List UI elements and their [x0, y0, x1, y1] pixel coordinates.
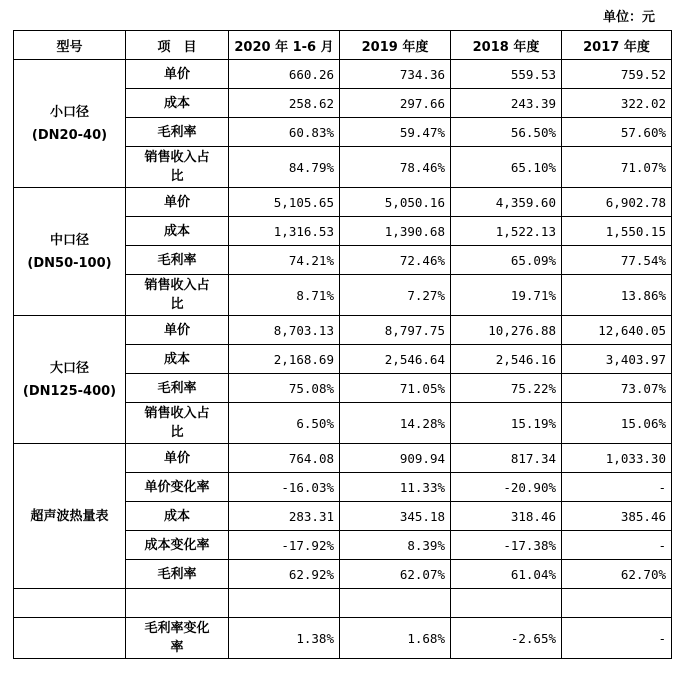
header-2018: 2018 年度 [451, 31, 562, 60]
group-ultrasonic-label: 超声波热量表 [14, 444, 126, 589]
cell-2017: 13.86% [562, 275, 672, 316]
row-item [126, 147, 229, 188]
cell-2017: 322.02 [562, 89, 672, 118]
cell-2018: 10,276.88 [451, 316, 562, 345]
cell-2018: 61.04% [451, 560, 562, 589]
cell-2017: 77.54% [562, 246, 672, 275]
row-item: 单价 [126, 60, 229, 89]
cell-2019: 297.66 [340, 89, 451, 118]
cell-2019: 734.36 [340, 60, 451, 89]
cell-2020h1: 258.62 [229, 89, 340, 118]
cell-2019: 5,050.16 [340, 188, 451, 217]
cell-2019: 78.46% [340, 147, 451, 188]
cell-2017: - [562, 618, 672, 659]
header-model: 型号 [14, 31, 126, 60]
cell-2020h1: 5,105.65 [229, 188, 340, 217]
cell-2020h1: 2,168.69 [229, 345, 340, 374]
row-item-line2: 比 [170, 297, 184, 312]
cell-2020h1: 8,703.13 [229, 316, 340, 345]
cell-2020h1: 84.79% [229, 147, 340, 188]
group-name: 中口径 [49, 232, 89, 248]
row-item-line1: 毛利率变化 [144, 621, 210, 636]
row-item [126, 403, 229, 444]
unit-label: 单位：元 [602, 10, 655, 25]
row-item-line1: 销售收入占 [144, 150, 210, 165]
cell-2018: 19.71% [451, 275, 562, 316]
cell-2019: 1,390.68 [340, 217, 451, 246]
cell-2019: 909.94 [340, 444, 451, 473]
cell-2019: 59.47% [340, 118, 451, 147]
header-item: 项 目 [126, 31, 229, 60]
gross-margin-table [13, 30, 672, 659]
cell-2017: 62.70% [562, 560, 672, 589]
row-item: 毛利率 [126, 374, 229, 403]
cell-2020h1: 1.38% [229, 618, 340, 659]
cell-2018: 65.10% [451, 147, 562, 188]
cell-2019: 2,546.64 [340, 345, 451, 374]
group-medium-label [14, 188, 126, 316]
row-item: 成本 [126, 502, 229, 531]
table-row [14, 316, 672, 345]
row-item-line2: 比 [170, 169, 184, 184]
table-row [14, 188, 672, 217]
cell-2019: 1.68% [340, 618, 451, 659]
cell-2019: 11.33% [340, 473, 451, 502]
cell-2020h1: 283.31 [229, 502, 340, 531]
cell-2020h1: 75.08% [229, 374, 340, 403]
cell-2020h1: 74.21% [229, 246, 340, 275]
cell-2018: 2,546.16 [451, 345, 562, 374]
cell-2019: 345.18 [340, 502, 451, 531]
cell-2020h1: 660.26 [229, 60, 340, 89]
cell-2017: 71.07% [562, 147, 672, 188]
cell-2019: 72.46% [340, 246, 451, 275]
cell-2018: 318.46 [451, 502, 562, 531]
cell-2020h1: 764.08 [229, 444, 340, 473]
row-item: 毛利率 [126, 246, 229, 275]
group-name: 大口径 [49, 360, 89, 376]
cell-2019: 8.39% [340, 531, 451, 560]
cell-2018: 243.39 [451, 89, 562, 118]
row-item: 单价 [126, 316, 229, 345]
cell-2018: 817.34 [451, 444, 562, 473]
cell-2017: - [562, 473, 672, 502]
header-2017: 2017 年度 [562, 31, 672, 60]
row-item: 成本 [126, 89, 229, 118]
row-item: 成本 [126, 217, 229, 246]
table-header-row [14, 31, 672, 60]
cell-2018: 65.09% [451, 246, 562, 275]
row-item [126, 275, 229, 316]
cell-2018: -17.38% [451, 531, 562, 560]
cell-2020h1: 1,316.53 [229, 217, 340, 246]
cell-2018: 75.22% [451, 374, 562, 403]
row-item-line1: 销售收入占 [144, 406, 210, 421]
group-spec: (DN20-40) [31, 127, 108, 143]
group-small-label [14, 60, 126, 188]
cell-2017: 1,033.30 [562, 444, 672, 473]
group-spec: (DN125-400) [22, 383, 117, 399]
table-gap [14, 589, 672, 618]
cell-2020h1: 62.92% [229, 560, 340, 589]
cell-2018: 56.50% [451, 118, 562, 147]
row-item: 单价变化率 [126, 473, 229, 502]
cell-2017: 15.06% [562, 403, 672, 444]
cell-2020h1: 60.83% [229, 118, 340, 147]
header-2020h1: 2020 年 1-6 月 [229, 31, 340, 60]
cell-2017: 6,902.78 [562, 188, 672, 217]
cell-2017: 3,403.97 [562, 345, 672, 374]
cell-2020h1: 6.50% [229, 403, 340, 444]
group-large-label [14, 316, 126, 444]
row-item: 单价 [126, 444, 229, 473]
cell-2018: 559.53 [451, 60, 562, 89]
cell-2017: 57.60% [562, 118, 672, 147]
cell-2020h1: 8.71% [229, 275, 340, 316]
row-item: 成本变化率 [126, 531, 229, 560]
cell-2020h1: -16.03% [229, 473, 340, 502]
row-item-line2: 率 [170, 640, 184, 655]
row-item: 单价 [126, 188, 229, 217]
cell-2019: 71.05% [340, 374, 451, 403]
cell-2017: 73.07% [562, 374, 672, 403]
cell-2018: -2.65% [451, 618, 562, 659]
group-spec: (DN50-100) [27, 255, 112, 271]
cell-2018: 1,522.13 [451, 217, 562, 246]
row-item: 毛利率 [126, 118, 229, 147]
row-item [126, 618, 229, 659]
header-2019: 2019 年度 [340, 31, 451, 60]
row-item-line2: 比 [170, 425, 184, 440]
cell-2019: 8,797.75 [340, 316, 451, 345]
cell-2017: 12,640.05 [562, 316, 672, 345]
cell-2018: 15.19% [451, 403, 562, 444]
cell-2018: -20.90% [451, 473, 562, 502]
cell-2019: 14.28% [340, 403, 451, 444]
table-row [14, 60, 672, 89]
table-row [14, 618, 672, 659]
table-row [14, 444, 672, 473]
cell-2019: 62.07% [340, 560, 451, 589]
cell-2017: 385.46 [562, 502, 672, 531]
cell-2017: 1,550.15 [562, 217, 672, 246]
cell-2017: 759.52 [562, 60, 672, 89]
row-item-line1: 销售收入占 [144, 278, 210, 293]
cell-2019: 7.27% [340, 275, 451, 316]
group-name: 小口径 [49, 104, 89, 120]
empty-model-cell [14, 618, 126, 659]
cell-2020h1: -17.92% [229, 531, 340, 560]
row-item: 毛利率 [126, 560, 229, 589]
row-item: 成本 [126, 345, 229, 374]
cell-2018: 4,359.60 [451, 188, 562, 217]
cell-2017: - [562, 531, 672, 560]
